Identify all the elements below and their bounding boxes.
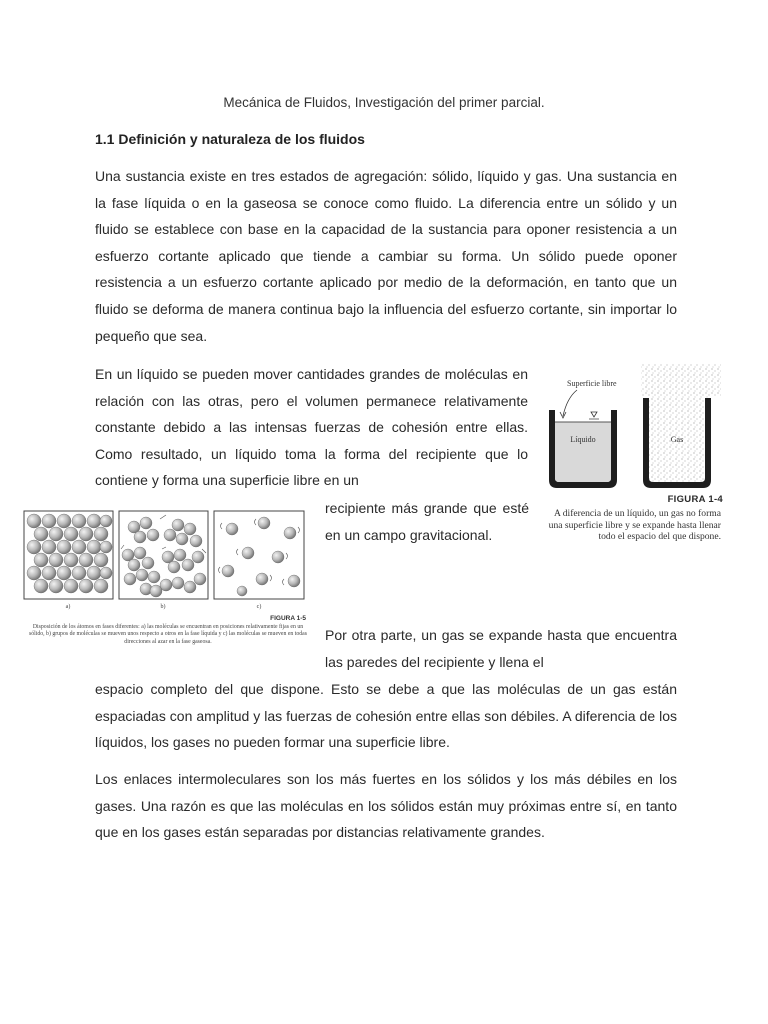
paragraph-definition: Una sustancia existe en tres estados de agregación: sólido, líquido y gas. Una sustancia en la fase líquida o en la gaseosa se conoce como fluido. La diferencia entre un sólido y un fluido se establece con base en la capacidad de la sustancia para oponer resistencia a un esfuerzo cortante aplicado que tiende a cambiar su forma. Un sólido puede oponer resistencia a un esfuerzo cortante aplicado por medio de la deformación, en tanto que un fluido se deforma de manera continua bajo la influencia del esfuerzo cortante, sin importar lo pequeño que sea. [95,168,677,344]
liquid-label: Líquido [570,435,596,444]
gas-label: Gas [670,435,684,444]
free-surface-marker-icon [591,412,597,417]
panel-a-label: a) [65,604,71,610]
liquid-beaker [549,410,617,488]
paragraph-gas: Por otra parte, un gas se expande hasta que encuentra las paredes del recipiente y llena el [325,627,677,670]
figure-1-4-title: FIGURA 1-4 [667,494,723,505]
panel-b-label: b) [160,604,166,610]
free-surface-label: Superficie libre [567,379,617,388]
paragraph-liquid-continued: recipiente más grande que esté en un campo gravitacional. [325,500,529,543]
paragraph-liquid: En un líquido se pueden mover cantidades grandes de moléculas en relación con las otras, pero el volumen permanece relativamente constante debido a las intensas fuerzas de cohesión entre ellas. Como resultado, un líquido toma la forma del recipiente que lo contiene y forma una superficie libre en un [95,366,528,489]
paragraph-gas-continued: espacio completo del que dispone. Esto se debe a que las moléculas de un gas están espaciadas con amplitud y las fuerzas de cohesión entre ellas son débiles. A diferencia de los líquidos, los gases no pueden formar una superficie libre. [95,681,677,751]
free-surface-arrow-icon [563,390,577,416]
figure-1-4-caption: A diferencia de un líquido, un gas no forma una superficie libre y se expande hasta llenar todo el espacio del que dispone. [548,508,721,543]
document-header: Mecánica de Fluidos, Investigación del primer parcial. [223,95,545,110]
figure-1-4-illustration [537,362,723,492]
figure-1-5-illustration [22,505,312,613]
figure-1-5-title: FIGURA 1-5 [270,615,306,622]
figure-1-5 [22,505,312,655]
figure-1-4 [537,362,723,568]
liquid-phase-panel [119,511,208,599]
section-heading: 1.1 Definición y naturaleza de los fluidos [95,131,365,147]
panel-c-label: c) [256,604,262,610]
gas-escaping-dots [641,364,721,396]
figure-1-5-caption: Disposición de los átomos en fases diferentes: a) las moléculas se encuentran en posiciones relativamente fijas en un sólido, b) grupos de moléculas se mueven unos respecto a otros en la fase líquida y c) las moléculas se mueven en todas direcciones al azar en la fase gaseosa. [28,624,307,645]
gas-phase-panel [214,511,304,599]
solid-phase-panel [24,511,113,599]
paragraph-intermolecular: Los enlaces intermoleculares son los más fuertes en los sólidos y los más débiles en los gases. Una razón es que las moléculas en los sólidos están muy próximas entre sí, en tanto que en los gases están separadas por distancias relativamente grandes. [95,771,677,841]
